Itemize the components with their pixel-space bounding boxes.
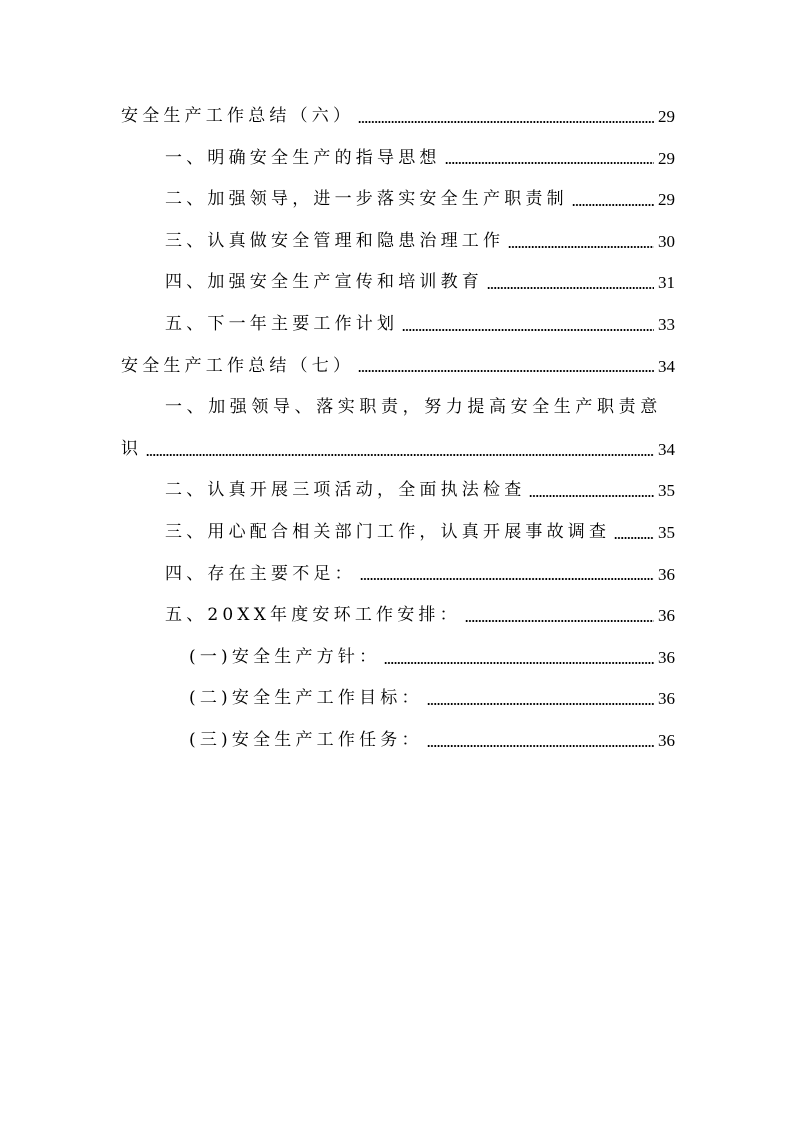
toc-dot-leader: [358, 370, 654, 372]
toc-entry[interactable]: [121, 138, 675, 180]
toc-entry[interactable]: [121, 595, 675, 637]
toc-entry[interactable]: [121, 96, 675, 138]
toc-entry-title: (一)安全生产方针：: [189, 646, 381, 667]
toc-entry[interactable]: [121, 720, 675, 762]
toc-page-number: 31: [658, 273, 675, 293]
toc-page-number: 35: [658, 522, 675, 542]
toc-entry[interactable]: [121, 678, 675, 720]
toc-dot-leader: [465, 620, 654, 622]
toc-page-number: 34: [658, 356, 675, 376]
toc-entry[interactable]: [121, 304, 675, 346]
toc-entry-title: 三、认真做安全管理和隐患治理工作: [165, 230, 505, 251]
toc-entry[interactable]: [121, 179, 675, 221]
toc-dot-leader: [572, 204, 654, 206]
toc-dot-leader: [508, 246, 654, 248]
toc-dot-leader: [358, 121, 654, 123]
toc-entry-title: 安全生产工作总结（七）: [121, 355, 355, 376]
toc-entry[interactable]: [121, 470, 675, 512]
toc-page-number: 34: [658, 439, 675, 459]
toc-entry-title: 二、认真开展三项活动，全面执法检查: [165, 480, 526, 501]
toc-entry-title: (三)安全生产工作任务：: [189, 729, 423, 750]
toc-entry-title: 二、加强领导，进一步落实安全生产职责制: [165, 189, 568, 210]
toc-page-number: 36: [658, 606, 675, 626]
toc-entry-title: 一、明确安全生产的指导思想: [165, 147, 441, 168]
toc-entry[interactable]: [121, 637, 675, 679]
toc-page-number: 36: [658, 647, 675, 667]
table-of-contents: [121, 96, 675, 762]
toc-dot-leader: [384, 662, 654, 664]
toc-dot-leader: [487, 287, 654, 289]
toc-entry-title: 四、加强安全生产宣传和培训教育: [165, 272, 483, 293]
toc-page-number: 33: [658, 314, 675, 334]
toc-page-number: 29: [658, 190, 675, 210]
toc-dot-leader: [427, 745, 654, 747]
toc-entry[interactable]: [121, 346, 675, 388]
toc-entry[interactable]: [121, 221, 675, 263]
toc-dot-leader: [146, 454, 654, 456]
toc-page-number: 30: [658, 231, 675, 251]
toc-entry-title: 一、加强领导、落实职责，努力提高安全生产职责意: [165, 397, 662, 418]
toc-dot-leader: [427, 703, 654, 705]
toc-entry[interactable]: [121, 262, 675, 304]
toc-entry-title: 五、20XX年度安环工作安排：: [165, 605, 461, 626]
toc-page-number: 29: [658, 148, 675, 168]
toc-entry-title: 四、存在主要不足：: [165, 563, 356, 584]
toc-dot-leader: [445, 162, 654, 164]
toc-entry-wrapped-line2[interactable]: [121, 429, 675, 471]
toc-dot-leader: [402, 329, 654, 331]
toc-entry-title-continuation: 识: [121, 438, 143, 459]
toc-dot-leader: [529, 495, 654, 497]
toc-entry[interactable]: [121, 512, 675, 554]
toc-page-number: 35: [658, 481, 675, 501]
toc-entry[interactable]: [121, 554, 675, 596]
toc-page-number: 29: [658, 107, 675, 126]
toc-entry-wrapped-line1[interactable]: [121, 387, 675, 429]
toc-dot-leader: [614, 537, 654, 539]
toc-entry-title: 五、下一年主要工作计划: [165, 313, 399, 334]
toc-dot-leader: [360, 578, 654, 580]
toc-entry-title: 安全生产工作总结（六）: [121, 106, 355, 126]
toc-page-number: 36: [658, 564, 675, 584]
toc-entry-title: (二)安全生产工作目标：: [189, 688, 423, 709]
toc-page-number: 36: [658, 730, 675, 750]
toc-page-number: 36: [658, 689, 675, 709]
toc-entry-title: 三、用心配合相关部门工作，认真开展事故调查: [165, 521, 611, 542]
